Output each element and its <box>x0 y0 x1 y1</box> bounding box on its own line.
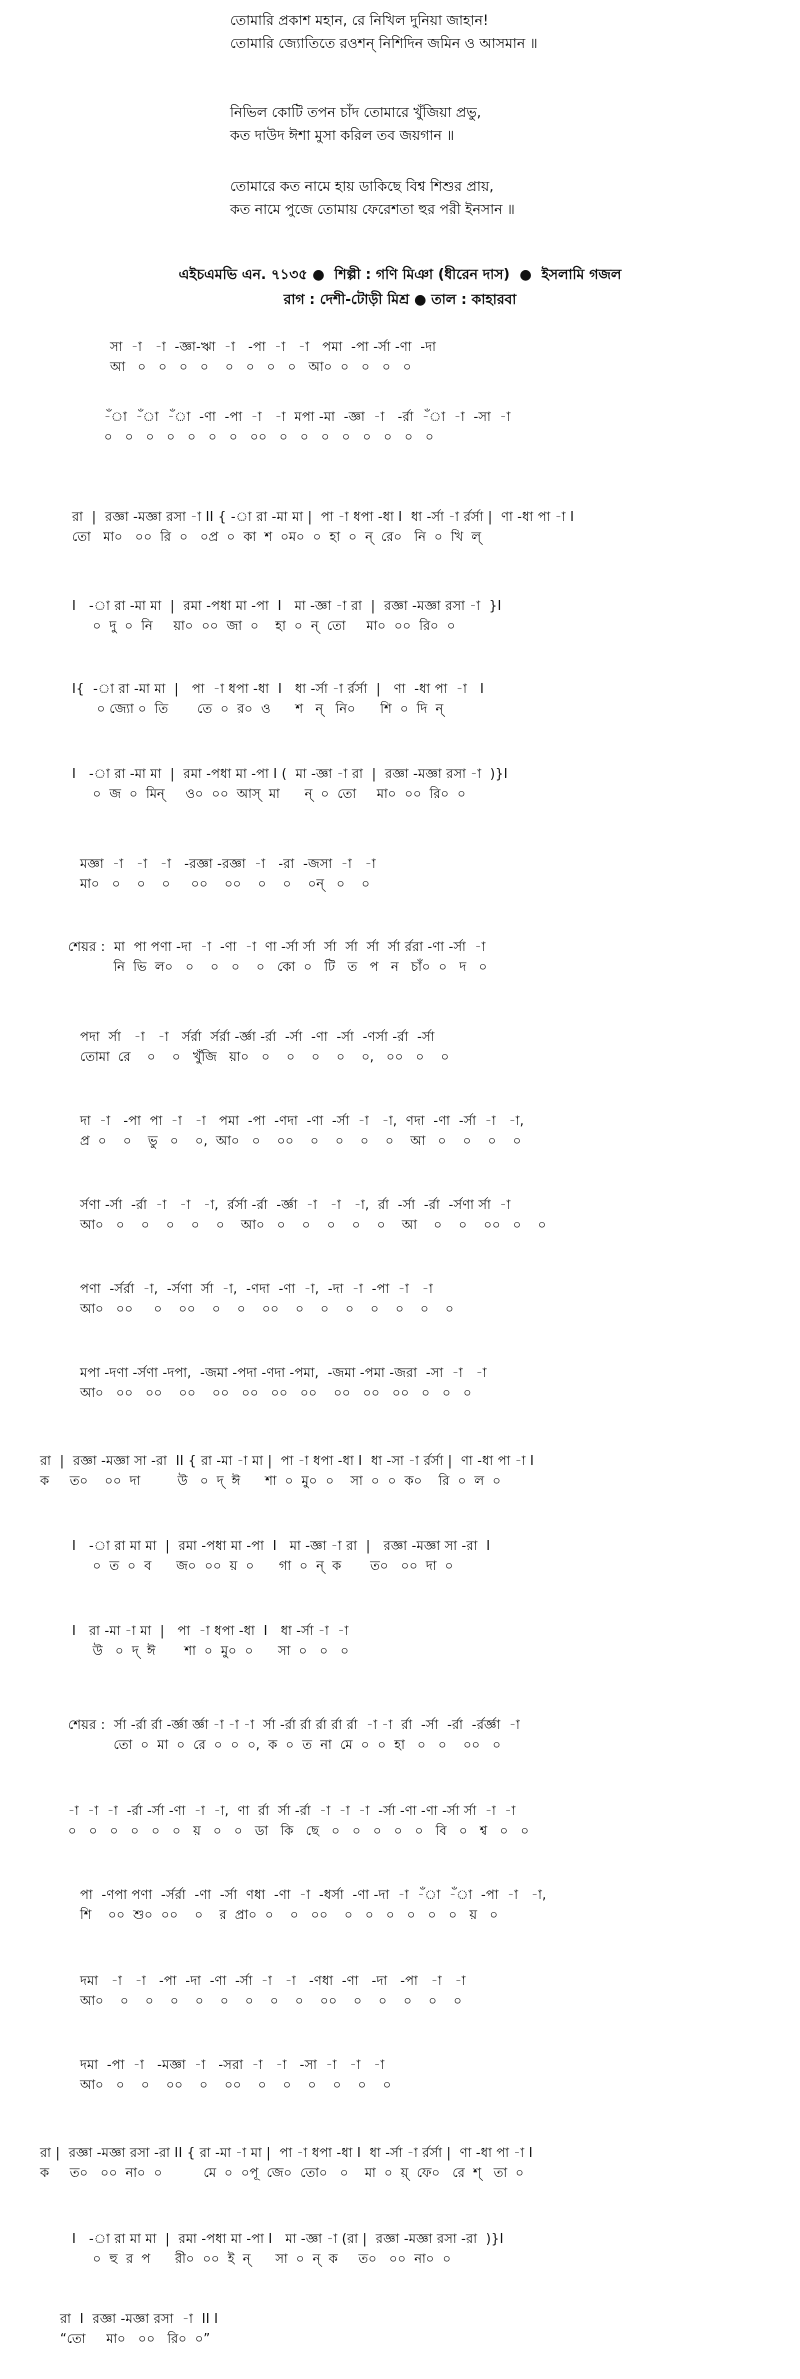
poem-stanza-1 <box>230 10 770 56</box>
swara-row: মজ্ঞা -া -া -া -রজ্ঞা -রজ্ঞা -া -রা -জসা -া -া <box>80 857 376 872</box>
record-info: এইচএমভি এন. ৭১৩৫ ● শিল্পী : গণি মিঞা (ধীরেন দাস) ● ইসলামি গজল <box>178 267 622 283</box>
lyric-syllable-row: তো ০ মা ০ রে ০ ০ ০, ক ০ ত না মে ০ ০ হা ০ ০ ০০ ০ <box>68 1738 501 1753</box>
notation-block <box>0 855 800 895</box>
swara-row: রা I রজ্ঞা -মজ্ঞা রসা -া II I <box>60 2312 219 2327</box>
notation-block <box>0 1802 800 1842</box>
swara-row: দমা -পা -া -মজ্ঞা -া -সরা -া -া -সা -া -া -া <box>80 2058 385 2073</box>
swara-row: শেয়র : র্সা -র্রা র্রা -র্জ্ঞা র্জ্ঞা -া -া -া র্সা -র্রা র্রা র্রা র্রা র্রা -া -া র্রা -র্সা -র্রা -র্রর্জ্ঞা -া <box>68 1718 521 1733</box>
notation-block <box>0 765 800 805</box>
raga-tala-info: রাগ : দেশী-টোড়ী মিশ্র ● তাল : কাহারবা <box>283 292 517 308</box>
lyric-syllable-row: উ ০ দ্ ঈ শা ০ মু০ ০ সা ০ ০ ০ <box>72 1644 349 1659</box>
lyric-syllable-row: ০ হু র প রী০ ০০ ই ন্ সা ০ ন্ ক ত০ ০০ না০ ০ <box>72 2252 451 2267</box>
swara-row: পদা র্সা -া -া র্সর্রা র্সর্রা -র্জ্ঞা -র্রা -র্সা -ণা -র্সা -ণর্সা -র্রা -র্সা <box>80 1030 435 1045</box>
swara-row: -া -া -া -র্রা -র্সা -ণা -া -া, ণা র্রা র্সা -র্রা -া -া -া -র্সা -ণা -ণা -র্সা র্সা -া -া <box>68 1804 516 1819</box>
notation-block <box>0 508 800 548</box>
lyric-syllable-row: ০ ০ ০ ০ ০ ০ য় ০ ০ ডা কি ছে ০ ০ ০ ০ ০ বি ০ শ্ব ০ ০ <box>68 1824 529 1839</box>
swara-row: -ঁা -ঁা -ঁা -ণা -পা -া -া মপা -মা -জ্ঞা -া -র্রা -ঁা -া -সা -া <box>104 410 511 425</box>
swara-row: শেয়র : মা পা পণা -দা -া -ণা -া ণা -র্সা র্সা র্সা র্সা র্সা র্সা র্ররা -ণা -র্সা -া <box>68 940 486 955</box>
notation-block <box>0 1716 800 1756</box>
poem-line: কত দাউদ ঈশা মুসা করিল তব জয়গান ॥ <box>230 128 455 144</box>
swara-row: I{ -া রা -মা মা | পা -া ধপা -ধা I ধা -র্সা -া র্রর্সা | ণা -ধা পা -া I <box>72 682 485 697</box>
poem-stanza-3 <box>230 176 770 222</box>
notation-block <box>0 338 800 378</box>
lyric-syllable-row: আ০ ০০ ০০ ০০ ০০ ০০ ০০ ০০ ০০ ০০ ০০ ০ ০ ০ <box>80 1386 472 1401</box>
lyric-syllable-row: আ০ ০ ০ ০০ ০ ০০ ০ ০ ০ ০ ০ ০ <box>80 2078 392 2093</box>
swara-row: রা | রজ্ঞা -মজ্ঞা সা -রা II { রা -মা -া মা | পা -া ধপা -ধা I ধা -সা -া র্রর্সা | ণা -ধা পা -া I <box>40 1454 535 1469</box>
poem-stanza-2 <box>230 102 770 148</box>
poem-line: তোমারে কত নামে হায় ডাকিছে বিশ্ব শিশুর প্রায়, <box>230 179 494 195</box>
notation-block <box>0 2230 800 2270</box>
notation-block <box>0 1028 800 1068</box>
lyric-syllable-row: ০ ০ ০ ০ ০ ০ ০ ০০ ০ ০ ০ ০ ০ ০ ০ ০ <box>104 430 434 445</box>
lyric-syllable-row: ০ ত ০ ব জ০ ০০ য় ০ গা ০ ন্ ক ত০ ০০ দা ০ <box>72 1559 454 1574</box>
notation-block <box>0 1452 800 1492</box>
poem-line: নিভিল কোটি তপন চাঁদ তোমারে খুঁজিয়া প্রভু, <box>230 105 482 121</box>
lyric-syllable-row: নি ভি ল০ ০ ০ ০ ০ কো ০ টি ত প ন চাঁ০ ০ দ ০ <box>68 960 488 975</box>
swara-row: সা -া -া -জ্ঞা-ঋা -া -পা -া -া পমা -পা -র্সা -ণা -দা <box>110 340 437 355</box>
notation-block <box>0 1112 800 1152</box>
lyric-syllable-row: ০ দু ০ নি য়া০ ০০ জা ০ হা ০ ন্ তো মা০ ০০ রি০ ০ <box>72 619 456 634</box>
swara-row: মপা -দণা -র্সণা -দপা, -জমা -পদা -ণদা -পমা, -জমা -পমা -জরা -সা -া -া <box>80 1366 487 1381</box>
notation-block <box>0 597 800 637</box>
swara-row: I রা -মা -া মা | পা -া ধপা -ধা I ধা -র্সা -া -া <box>72 1624 349 1639</box>
lyric-syllable-row: আ০ ০ ০ ০ ০ ০ ০ ০ ০ ০০ ০ ০ ০ ০ ০ <box>80 1994 462 2009</box>
swara-row: রা | রজ্ঞা -মজ্ঞা রসা -া II { -া রা -মা মা | পা -া ধপা -ধা I ধা -র্সা -া র্রর্সা | ণা -ধা পা -া I <box>72 510 575 525</box>
lyric-syllable-row: তোমা রে ০ ০ খুঁজি য়া০ ০ ০ ০ ০ ০, ০০ ০ ০ <box>80 1050 450 1065</box>
lyric-syllable-row: শি ০০ শু০ ০০ ০ র প্রা০ ০ ০ ০০ ০ ০ ০ ০ ০ ০ য় ০ <box>80 1908 498 1923</box>
notation-block <box>0 2144 800 2184</box>
lyric-syllable-row: ০ জ্যো ০ তি তে ০ র০ ও শ ন্ নি০ শি ০ দি ন্ <box>72 702 444 717</box>
lyric-syllable-row: আ ০ ০ ০ ০ ০ ০ ০ ০ আ০ ০ ০ ০ ০ <box>110 360 412 375</box>
swara-row: I -া রা মা মা | রমা -পধা মা -পা I মা -জ্ঞা -া (রা | রজ্ঞা -মজ্ঞা রসা -রা )}I <box>72 2232 504 2247</box>
lyric-syllable-row: আ০ ০০ ০ ০০ ০ ০ ০০ ০ ০ ০ ০ ০ ০ ০ <box>80 1302 454 1317</box>
swara-row: পা -ণপা পণা -র্সর্রা -ণা -র্সা ণধা -ণা -া -ধর্সা -ণা -দা -া -ঁা -ঁা -পা -া -া, <box>80 1888 547 1903</box>
notation-block <box>0 1196 800 1236</box>
lyric-syllable-row: ক ত০ ০০ দা উ ০ দ্ ঈ শা ০ মু০ ০ সা ০ ০ ক০ রি ০ ল ০ <box>40 1474 501 1489</box>
swara-row: I -া রা -মা মা | রমা -পধা মা -পা I ( মা -জ্ঞা -া রা | রজ্ঞা -মজ্ঞা রসা -া )}I <box>72 767 508 782</box>
swara-row: রা | রজ্ঞা -মজ্ঞা রসা -রা II { রা -মা -া মা | পা -া ধপা -ধা I ধা -র্সা -া র্রর্সা | ণা -ধা পা -া I <box>40 2146 533 2161</box>
notation-block <box>0 2310 800 2350</box>
lyric-syllable-row: আ০ ০ ০ ০ ০ ০ আ০ ০ ০ ০ ০ ০ আ ০ ০ ০০ ০ ০ <box>80 1218 547 1233</box>
notation-block <box>0 1280 800 1320</box>
poem-line: তোমারি জ্যোতিতে রওশন্ নিশিদিন জমিন ও আসমান ॥ <box>230 36 538 52</box>
swara-row: I -া রা -মা মা | রমা -পধা মা -পা I মা -জ্ঞা -া রা | রজ্ঞা -মজ্ঞা রসা -া }I <box>72 599 502 614</box>
lyric-syllable-row: “তো মা০ ০০ রি০ ০” <box>60 2332 211 2347</box>
swara-row: পণা -র্সর্রা -া, -র্সণা র্সা -া, -ণদা -ণা -া, -দা -া -পা -া -া <box>80 1282 433 1297</box>
swara-row: I -া রা মা মা | রমা -পধা মা -পা I মা -জ্ঞা -া রা | রজ্ঞা -মজ্ঞা সা -রা I <box>72 1539 491 1554</box>
notation-block <box>0 408 800 448</box>
lyric-syllable-row: প্র ০ ০ ভু ০ ০, আ০ ০ ০০ ০ ০ ০ ০ আ ০ ০ ০ ০ <box>80 1134 522 1149</box>
notation-block <box>0 1364 800 1404</box>
notation-block <box>0 1622 800 1662</box>
notation-block <box>0 1972 800 2012</box>
notation-block <box>0 1537 800 1577</box>
swara-row: র্সণা -র্সা -র্রা -া -া -া, র্রর্সা -র্রা -র্জ্ঞা -া -া -া, র্রা -র্সা -র্রা -র্সণা র্সা -া <box>80 1198 511 1213</box>
lyric-syllable-row: ক ত০ ০০ না০ ০ মে ০ ০পূ জে০ তো০ ০ মা ০ য়্ ফে০ রে শ্ তা ০ <box>40 2166 524 2181</box>
swara-row: দা -া -পা পা -া -া পমা -পা -ণদা -ণা -র্সা -া -া, ণদা -ণা -র্সা -া -া, <box>80 1114 525 1129</box>
swara-row: দমা -া -া -পা -দা -ণা -র্সা -া -া -ণধা -ণা -দা -পা -া -া <box>80 1974 466 1989</box>
lyric-syllable-row: মা০ ০ ০ ০ ০০ ০০ ০ ০ ০ন্ ০ ০ <box>80 877 370 892</box>
lyric-syllable-row: তো মা০ ০০ রি ০ ০প্র ০ কা শ ০ম০ ০ হা ০ ন্ রে০ নি ০ খি ল্ <box>72 530 482 545</box>
lyric-syllable-row: ০ জ ০ মিন্ ও০ ০০ আস্ মা ন্ ০ তো মা০ ০০ রি০ ০ <box>72 787 466 802</box>
notation-block <box>0 2056 800 2096</box>
poem-line: তোমারি প্রকাশ মহান, রে নিখিল দুনিয়া জাহান! <box>230 13 489 29</box>
notation-block <box>0 680 800 720</box>
notation-block <box>0 938 800 978</box>
poem-line: কত নামে পুজে তোমায় ফেরেশতা হুর পরী ইনসান ॥ <box>230 202 515 218</box>
notation-block <box>0 1886 800 1926</box>
